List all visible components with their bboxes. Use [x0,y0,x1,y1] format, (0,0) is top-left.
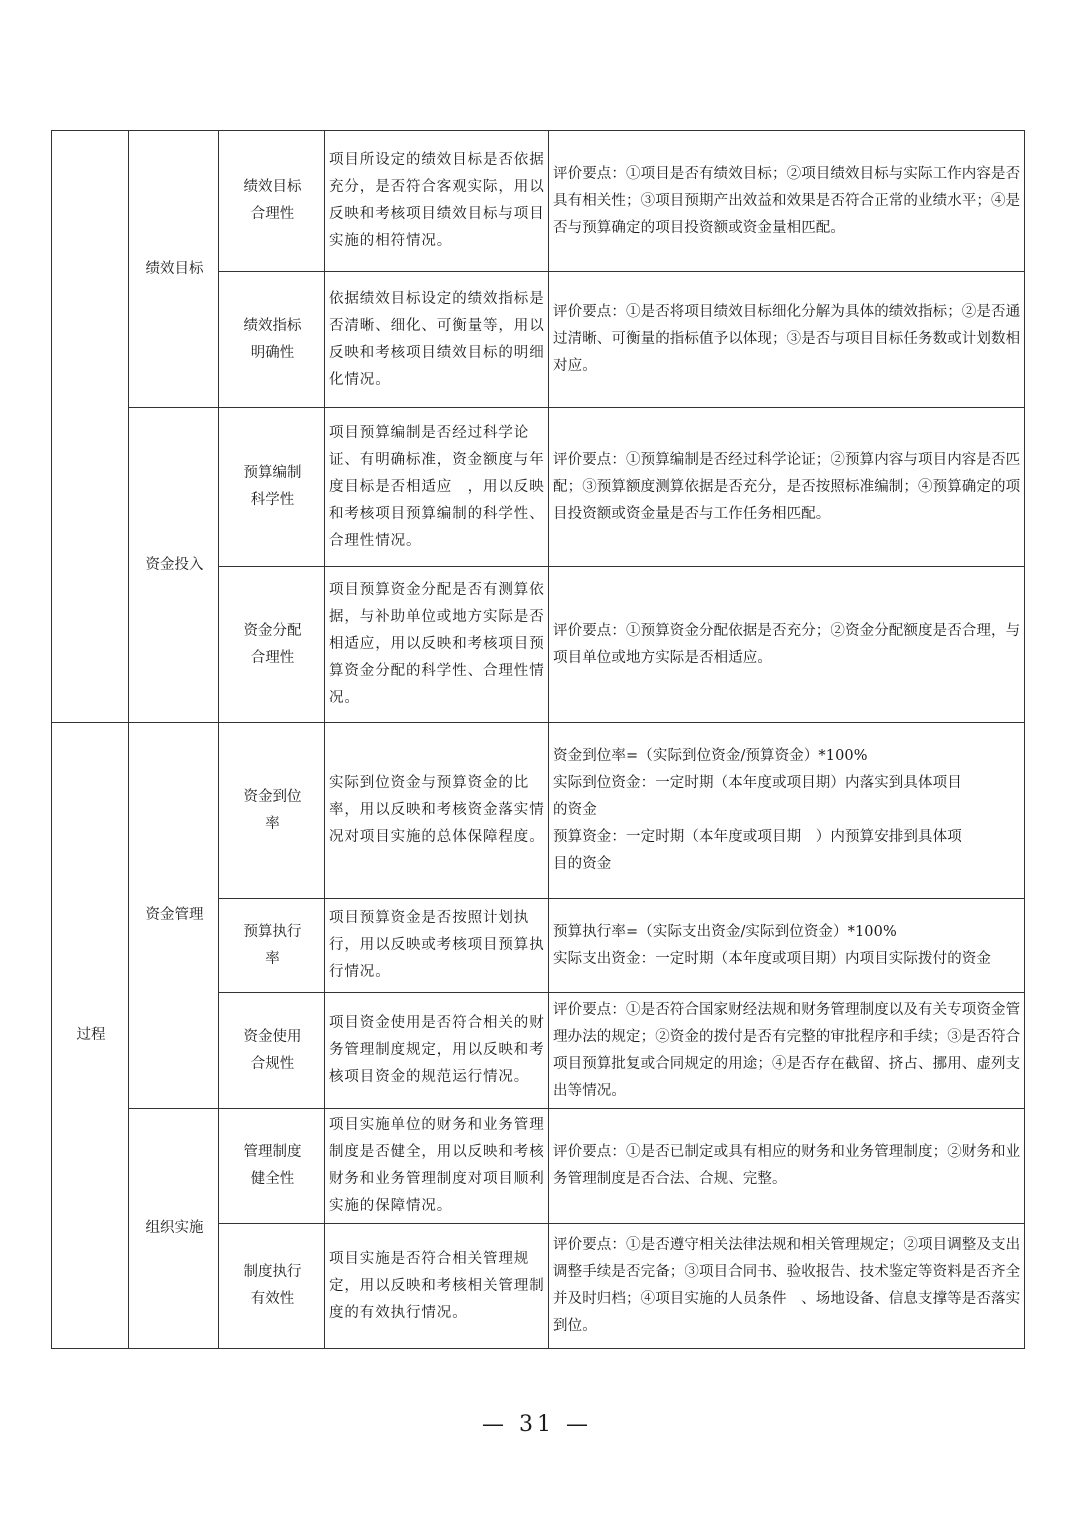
page-number: — 31 — [482,1412,592,1437]
indicator-description: 项目预算资金分配是否有测算依据，与补助单位或地方实际是否相适应，用以反映和考核项目预算资金分配的科学性、合理性情况。 [325,567,549,723]
evaluation-criteria: 评价要点：①预算编制是否经过科学论证；②预算内容与项目内容是否匹配；③预算额度测算依据是否充分，是否按照标准编制；④预算确定的项目投资额或资金量是否与工作任务相匹配。 [549,408,1025,567]
table-row [52,131,1025,272]
level3-cell: 资金分配合理性 [219,567,325,723]
evaluation-table [51,130,1025,1349]
evaluation-criteria: 预算执行率=（实际支出资金/实际到位资金）*100% 实际支出资金：一定时期（本年度或项目期）内项目实际拨付的资金 [549,899,1025,993]
level3-cell: 预算编制科学性 [219,408,325,567]
level3-cell: 绩效目标合理性 [219,131,325,272]
evaluation-criteria: 评价要点：①是否遵守相关法律法规和相关管理规定；②项目调整及支出调整手续是否完备；③项目合同书、验收报告、技术鉴定等资料是否齐全并及时归档；④项目实施的人员条件 、场地设备、信息支撑等是否落实到位。 [549,1224,1025,1349]
level1-cell: 过程 [52,723,129,1349]
evaluation-criteria: 评价要点：①是否将项目绩效目标细化分解为具体的绩效指标；②是否通过清晰、可衡量的指标值予以体现；③是否与项目目标任务数或计划数相对应。 [549,272,1025,408]
level2-cell: 资金投入 [129,408,219,723]
indicator-description: 实际到位资金与预算资金的比率，用以反映和考核资金落实情况对项目实施的总体保障程度。 [325,723,549,899]
indicator-description: 项目资金使用是否符合相关的财务管理制度规定，用以反映和考核项目资金的规范运行情况。 [325,993,549,1109]
level2-cell: 绩效目标 [129,131,219,408]
evaluation-criteria: 资金到位率=（实际到位资金/预算资金）*100% 实际到位资金：一定时期（本年度或项目期）内落实到具体项目 的资金 预算资金：一定时期（本年度或项目期 ）内预算安排到具体项 目的资金 [549,723,1025,899]
level3-cell: 制度执行有效性 [219,1224,325,1349]
level3-cell: 资金到位率 [219,723,325,899]
evaluation-criteria: 评价要点：①预算资金分配依据是否充分；②资金分配额度是否合理，与项目单位或地方实际是否相适应。 [549,567,1025,723]
indicator-description: 项目预算资金是否按照计划执行，用以反映或考核项目预算执行情况。 [325,899,549,993]
evaluation-criteria: 评价要点：①项目是否有绩效目标；②项目绩效目标与实际工作内容是否具有相关性；③项目预期产出效益和效果是否符合正常的业绩水平；④是否与预算确定的项目投资额或资金量相匹配。 [549,131,1025,272]
level2-cell: 组织实施 [129,1109,219,1349]
evaluation-criteria: 评价要点：①是否符合国家财经法规和财务管理制度以及有关专项资金管理办法的规定；②资金的拨付是否有完整的审批程序和手续；③是否符合项目预算批复或合同规定的用途；④是否存在截留、挤占、挪用、虚列支出等情况。 [549,993,1025,1109]
level1-cell-empty [52,131,129,723]
indicator-description: 项目所设定的绩效目标是否依据充分，是否符合客观实际，用以反映和考核项目绩效目标与项目实施的相符情况。 [325,131,549,272]
level2-cell: 资金管理 [129,723,219,1109]
table-row [52,1109,1025,1224]
indicator-description: 项目实施单位的财务和业务管理制度是否健全，用以反映和考核财务和业务管理制度对项目顺利实施的保障情况。 [325,1109,549,1224]
indicator-description: 依据绩效目标设定的绩效指标是否清晰、细化、可衡量等，用以反映和考核项目绩效目标的明细化情况。 [325,272,549,408]
level3-cell: 预算执行率 [219,899,325,993]
table-row [52,408,1025,567]
table-row [52,723,1025,899]
evaluation-criteria: 评价要点：①是否已制定或具有相应的财务和业务管理制度；②财务和业务管理制度是否合法、合规、完整。 [549,1109,1025,1224]
indicator-description: 项目实施是否符合相关管理规定，用以反映和考核相关管理制度的有效执行情况。 [325,1224,549,1349]
level3-cell: 绩效指标明确性 [219,272,325,408]
level3-cell: 资金使用合规性 [219,993,325,1109]
indicator-description: 项目预算编制是否经过科学论证、有明确标准，资金额度与年度目标是否相适应 ，用以反映和考核项目预算编制的科学性、合理性情况。 [325,408,549,567]
level3-cell: 管理制度健全性 [219,1109,325,1224]
